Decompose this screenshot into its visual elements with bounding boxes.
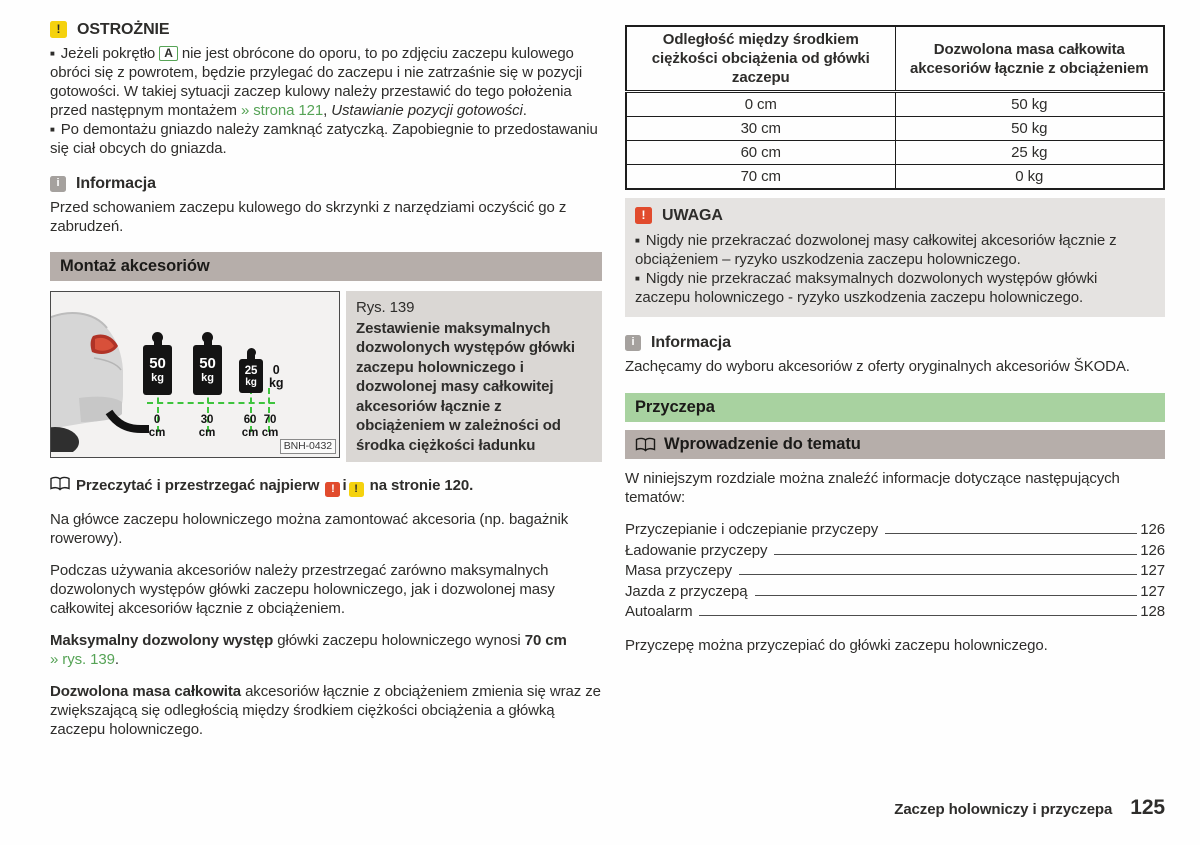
distance-cell: 60 cm xyxy=(626,141,895,165)
distance-label-0cm xyxy=(140,414,174,440)
page-footer xyxy=(894,796,1165,820)
distance-label-70cm xyxy=(253,414,287,440)
control-key-callout: A xyxy=(159,46,178,61)
footer-section-title: Zaczep holowniczy i przyczepa xyxy=(894,801,1113,818)
section-bar-montaz-akcesoriow xyxy=(50,252,602,281)
paragraph-max-overhang xyxy=(50,631,602,669)
info-section-header-left xyxy=(50,174,602,193)
max-overhang-value: 70 cm xyxy=(524,632,567,649)
toc-page-number: 127 xyxy=(1140,562,1165,579)
distance-unit: cm xyxy=(261,427,279,439)
caution-yellow-icon: ! xyxy=(50,21,67,38)
info-text-right: Zachęcamy do wyboru akcesoriów z oferty oryginalnych akcesoriów ŠKODA. xyxy=(625,358,1130,375)
distance-cell: 30 cm xyxy=(626,117,895,141)
toc-leader-line xyxy=(755,595,1138,596)
table-row xyxy=(626,92,1164,117)
weight-25kg-at-60cm xyxy=(239,348,263,393)
table-row xyxy=(626,141,1164,165)
table-row xyxy=(626,165,1164,190)
toc-item-przyczepianie[interactable] xyxy=(625,520,1165,541)
caution-b1-pre: Jeżeli pokrętło xyxy=(60,45,160,62)
toc-leader-line xyxy=(885,533,1137,534)
mass-cell: 50 kg xyxy=(895,117,1164,141)
distance-label-30cm xyxy=(190,414,224,440)
toc-page-number: 126 xyxy=(1140,541,1165,559)
warning-red-icon: ! xyxy=(635,207,652,224)
chapter-bar-przyczepa xyxy=(625,393,1165,422)
car-rear-illustration xyxy=(50,302,149,452)
toc-item-jazda[interactable] xyxy=(625,582,1165,603)
mass-cell: 50 kg xyxy=(895,92,1164,117)
weight-mass: 50 xyxy=(199,355,216,372)
weight-unit: kg xyxy=(151,372,164,384)
warning-bullet-2: ■ Nigdy nie przekraczać maksymalnych dozwolonych występów główki zaczepu holowniczego - ryzyko uszkodzenia zaczepu holowniczego. xyxy=(635,269,1155,307)
read-first-line xyxy=(50,476,602,497)
figure-139 xyxy=(50,291,602,462)
mass-cell: 25 kg xyxy=(895,141,1164,165)
weight-mass: 25 xyxy=(244,364,258,377)
total-mass-lead: Dozwolona masa całkowita xyxy=(50,683,241,700)
chapter-bar-label: Przyczepa xyxy=(635,398,715,416)
toc-leader-line xyxy=(699,615,1137,616)
mass-cell: 0 kg xyxy=(895,165,1164,190)
load-distance-table xyxy=(625,25,1165,190)
weight-mass: 0 xyxy=(272,363,280,377)
caution-bullet-2: ■ Po demontażu gniazdo należy zamknąć zatyczką. Zapobiegnie to przedostawaniu się ciał obcych do gniazda. xyxy=(50,120,602,158)
paragraph-accessories: Na główce zaczepu holowniczego można zamontować akcesoria (np. bagażnik rowerowy). xyxy=(50,511,569,547)
info-title-right: Informacja xyxy=(651,334,731,351)
weight-unit: kg xyxy=(269,376,284,390)
toc-page-number: 126 xyxy=(1140,521,1165,538)
distance-value: 60 xyxy=(243,414,257,426)
info-icon-right: i xyxy=(625,335,641,351)
distance-value: 0 xyxy=(153,414,161,426)
weight-50kg-at-30cm xyxy=(193,332,222,395)
caution-b1-end: . xyxy=(522,102,527,119)
figure-code-badge: BNH-0432 xyxy=(280,439,336,454)
caution-section-header xyxy=(50,20,602,39)
caution-yellow-icon-ref: ! xyxy=(349,482,364,497)
footer-page-number: 125 xyxy=(1130,796,1165,819)
caution-b1-mid: nie jest obrócone do oporu, to po zdjęciu zaczepu kulowego obróci się z powrotem, będzie przylegać do zaczepu i nie zatrzaśnie się w pozycji gotowości. W takiej sytuacji zaczep kulowy należy przestawić do tego położenia przed następnym montażem xyxy=(50,45,583,119)
distance-unit: cm xyxy=(241,427,259,439)
table-header-distance: Odległość między środkiem ciężkości obciążenia od główki zaczepu xyxy=(626,26,895,92)
info-text-left: Przed schowaniem zaczepu kulowego do skrzynki z narzędziami oczyścić go z zabrudzeń. xyxy=(50,199,567,235)
toc-page-number: 127 xyxy=(1140,582,1165,600)
table-of-contents xyxy=(625,520,1165,623)
table-header-mass: Dozwolona masa całkowita akcesoriów łącznie z obciążeniem xyxy=(895,26,1164,92)
table-row xyxy=(626,117,1164,141)
read-first-prefix: Przeczytać i przestrzegać najpierw xyxy=(76,477,320,494)
section-bar-label: Montaż akcesoriów xyxy=(60,257,210,275)
warning-section-header xyxy=(635,206,1155,225)
read-first-conj: i xyxy=(342,477,347,494)
measurement-axis-line xyxy=(147,402,275,404)
toc-label: Masa przyczepy xyxy=(625,562,732,579)
toc-label: Autoalarm xyxy=(625,603,693,620)
open-book-icon xyxy=(50,476,70,492)
caution-b1-italic: Ustawianie pozycji gotowości xyxy=(331,102,523,119)
caution-title: OSTROŻNIE xyxy=(77,21,170,38)
left-column xyxy=(50,20,602,752)
read-first-page: 120. xyxy=(444,477,474,494)
distance-unit: cm xyxy=(198,427,216,439)
weight-50kg-at-0cm xyxy=(143,332,172,395)
paragraph-total-mass xyxy=(50,682,602,739)
weight-unit: kg xyxy=(201,372,214,384)
paragraph-usage: Podczas używania akcesoriów należy przestrzegać zarówno maksymalnych dozwolonych występów główki zaczepu holowniczego, jak i dozwolonej masy całkowitej akcesoriów łącznie z obciążeniem. xyxy=(50,562,555,617)
max-overhang-lead: Maksymalny dozwolony występ xyxy=(50,632,274,649)
figure-139-image xyxy=(50,291,340,458)
read-first-middle: na stronie xyxy=(369,477,441,494)
page-121-link[interactable]: » strona 121 xyxy=(240,102,324,119)
max-overhang-mid: główki zaczepu holowniczego wynosi xyxy=(273,632,525,649)
toc-label: Ładowanie przyczepy xyxy=(625,541,768,559)
figure-caption-text: Zestawienie maksymalnych dozwolonych występów główki zaczepu holowniczego i dozwolonej masy całkowitej akcesoriów łącznie z obciążeniem w zależności od środka ciężkości ładunku xyxy=(356,319,575,454)
intro-paragraph: W niniejszym rozdziale można znaleźć informacje dotyczące następujących tematów: xyxy=(625,470,1120,506)
weight-unit: kg xyxy=(245,376,257,388)
total-mass-rest: akcesoriów łącznie z obciążeniem zmienia się wraz ze zwiększającą się odległością między środkiem ciężkości obciążenia a główką zaczepu holowniczego. xyxy=(50,683,601,738)
distance-value: 30 xyxy=(200,414,214,426)
figure-139-caption xyxy=(346,291,602,462)
outro-paragraph: Przyczepę można przyczepiać do główki zaczepu holowniczego. xyxy=(625,636,1048,654)
info-section-header-right xyxy=(625,333,1165,352)
figure-caption-label: Rys. 139 xyxy=(356,299,415,316)
info-icon-left: i xyxy=(50,176,66,192)
toc-item-masa[interactable] xyxy=(625,561,1165,582)
info-title-left: Informacja xyxy=(76,175,156,192)
caution-b1-sep: , xyxy=(323,102,332,119)
distance-value: 70 xyxy=(263,414,277,426)
toc-label: Jazda z przyczepą xyxy=(625,582,748,600)
distance-unit: cm xyxy=(148,427,166,439)
toc-item-autoalarm[interactable] xyxy=(625,602,1165,623)
distance-cell: 0 cm xyxy=(626,92,895,117)
toc-leader-line xyxy=(739,574,1137,575)
toc-item-ladowanie[interactable] xyxy=(625,541,1165,562)
weight-0kg-at-70cm xyxy=(269,364,283,390)
right-column xyxy=(625,25,1165,668)
fig-139-link[interactable]: » rys. 139 xyxy=(50,651,115,668)
section-bar-wprowadzenie xyxy=(625,430,1165,459)
toc-leader-line xyxy=(774,554,1137,555)
warning-bullet-1: ■ Nigdy nie przekraczać dozwolonej masy całkowitej akcesoriów łącznie z obciążeniem – ryzyko uszkodzenia zaczepu holowniczego. xyxy=(635,231,1155,269)
warning-red-icon-ref: ! xyxy=(325,482,340,497)
warning-title: UWAGA xyxy=(662,207,723,224)
warning-box xyxy=(625,198,1165,317)
weight-mass: 50 xyxy=(149,355,166,372)
toc-page-number: 128 xyxy=(1140,603,1165,620)
distance-cell: 70 cm xyxy=(626,165,895,190)
intro-bar-label: Wprowadzenie do tematu xyxy=(664,435,861,453)
open-book-icon xyxy=(635,437,656,453)
caution-bullet-1 xyxy=(50,44,602,120)
toc-label: Przyczepianie i odczepianie przyczepy xyxy=(625,521,879,538)
max-overhang-end: . xyxy=(114,651,119,668)
